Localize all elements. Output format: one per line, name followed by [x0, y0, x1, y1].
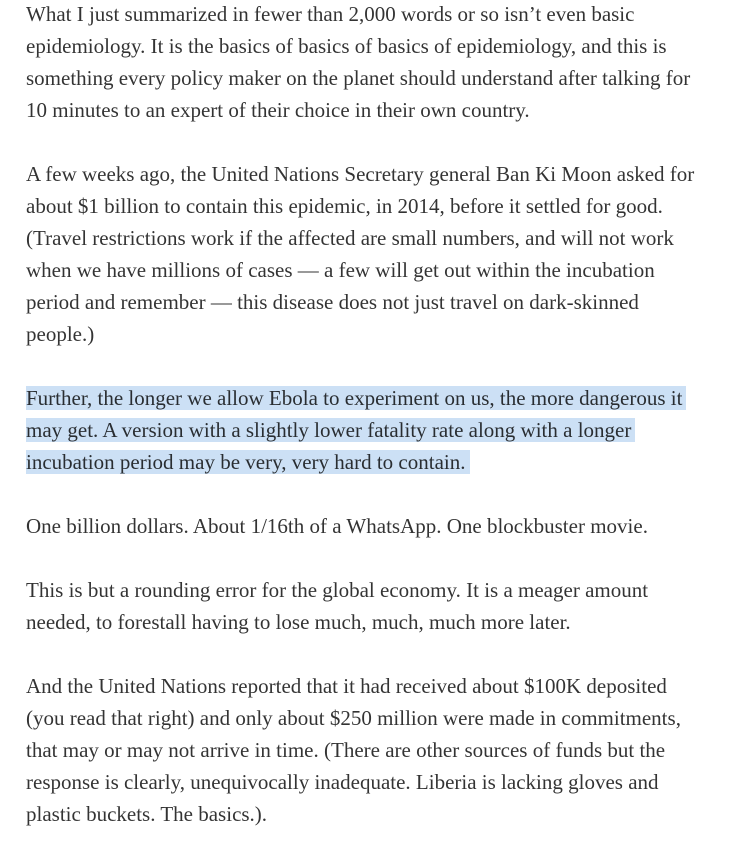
article-body — [26, 0, 710, 862]
paragraph-rounding-error: This is but a rounding error for the global economy. It is a meager amount needed, to forestall having to lose much, much, much more later. — [26, 578, 649, 634]
paragraph-un-funding-request: A few weeks ago, the United Nations Secretary general Ban Ki Moon asked for about $1 billion to contain this epidemic, in 2014, before it settled for good. (Travel restrictions work if the affected are small numbers, and will not work when we have millions of cases — a few will get out within the incubation period and remember — this disease does not just travel on dark-skinned people.) — [26, 162, 695, 346]
paragraph-one-billion: One billion dollars. About 1/16th of a WhatsApp. One blockbuster movie. — [26, 514, 648, 538]
paragraph-epidemiology-basics: What I just summarized in fewer than 2,000 words or so isn’t even basic epidemiology. It is the basics of basics of basics of epidemiology, and this is something every policy maker on the planet should understand after talking for 10 minutes to an expert of their choice in their own country. — [26, 2, 691, 122]
paragraph-highlighted — [26, 382, 710, 478]
paragraph-un-received: And the United Nations reported that it had received about $100K deposited (you read that right) and only about $250 million were made in commitments, that may or may not arrive in time. (There are other sources of funds but the response is clearly, unequivocally inadequate. Liberia is lacking gloves and plastic buckets. The basics.). — [26, 674, 681, 826]
text-highlight[interactable]: Further, the longer we allow Ebola to experiment on us, the more dangerous it may get. A version with a slightly lower fatality rate along with a longer incubation period may be very, very hard to contain. — [26, 386, 686, 474]
